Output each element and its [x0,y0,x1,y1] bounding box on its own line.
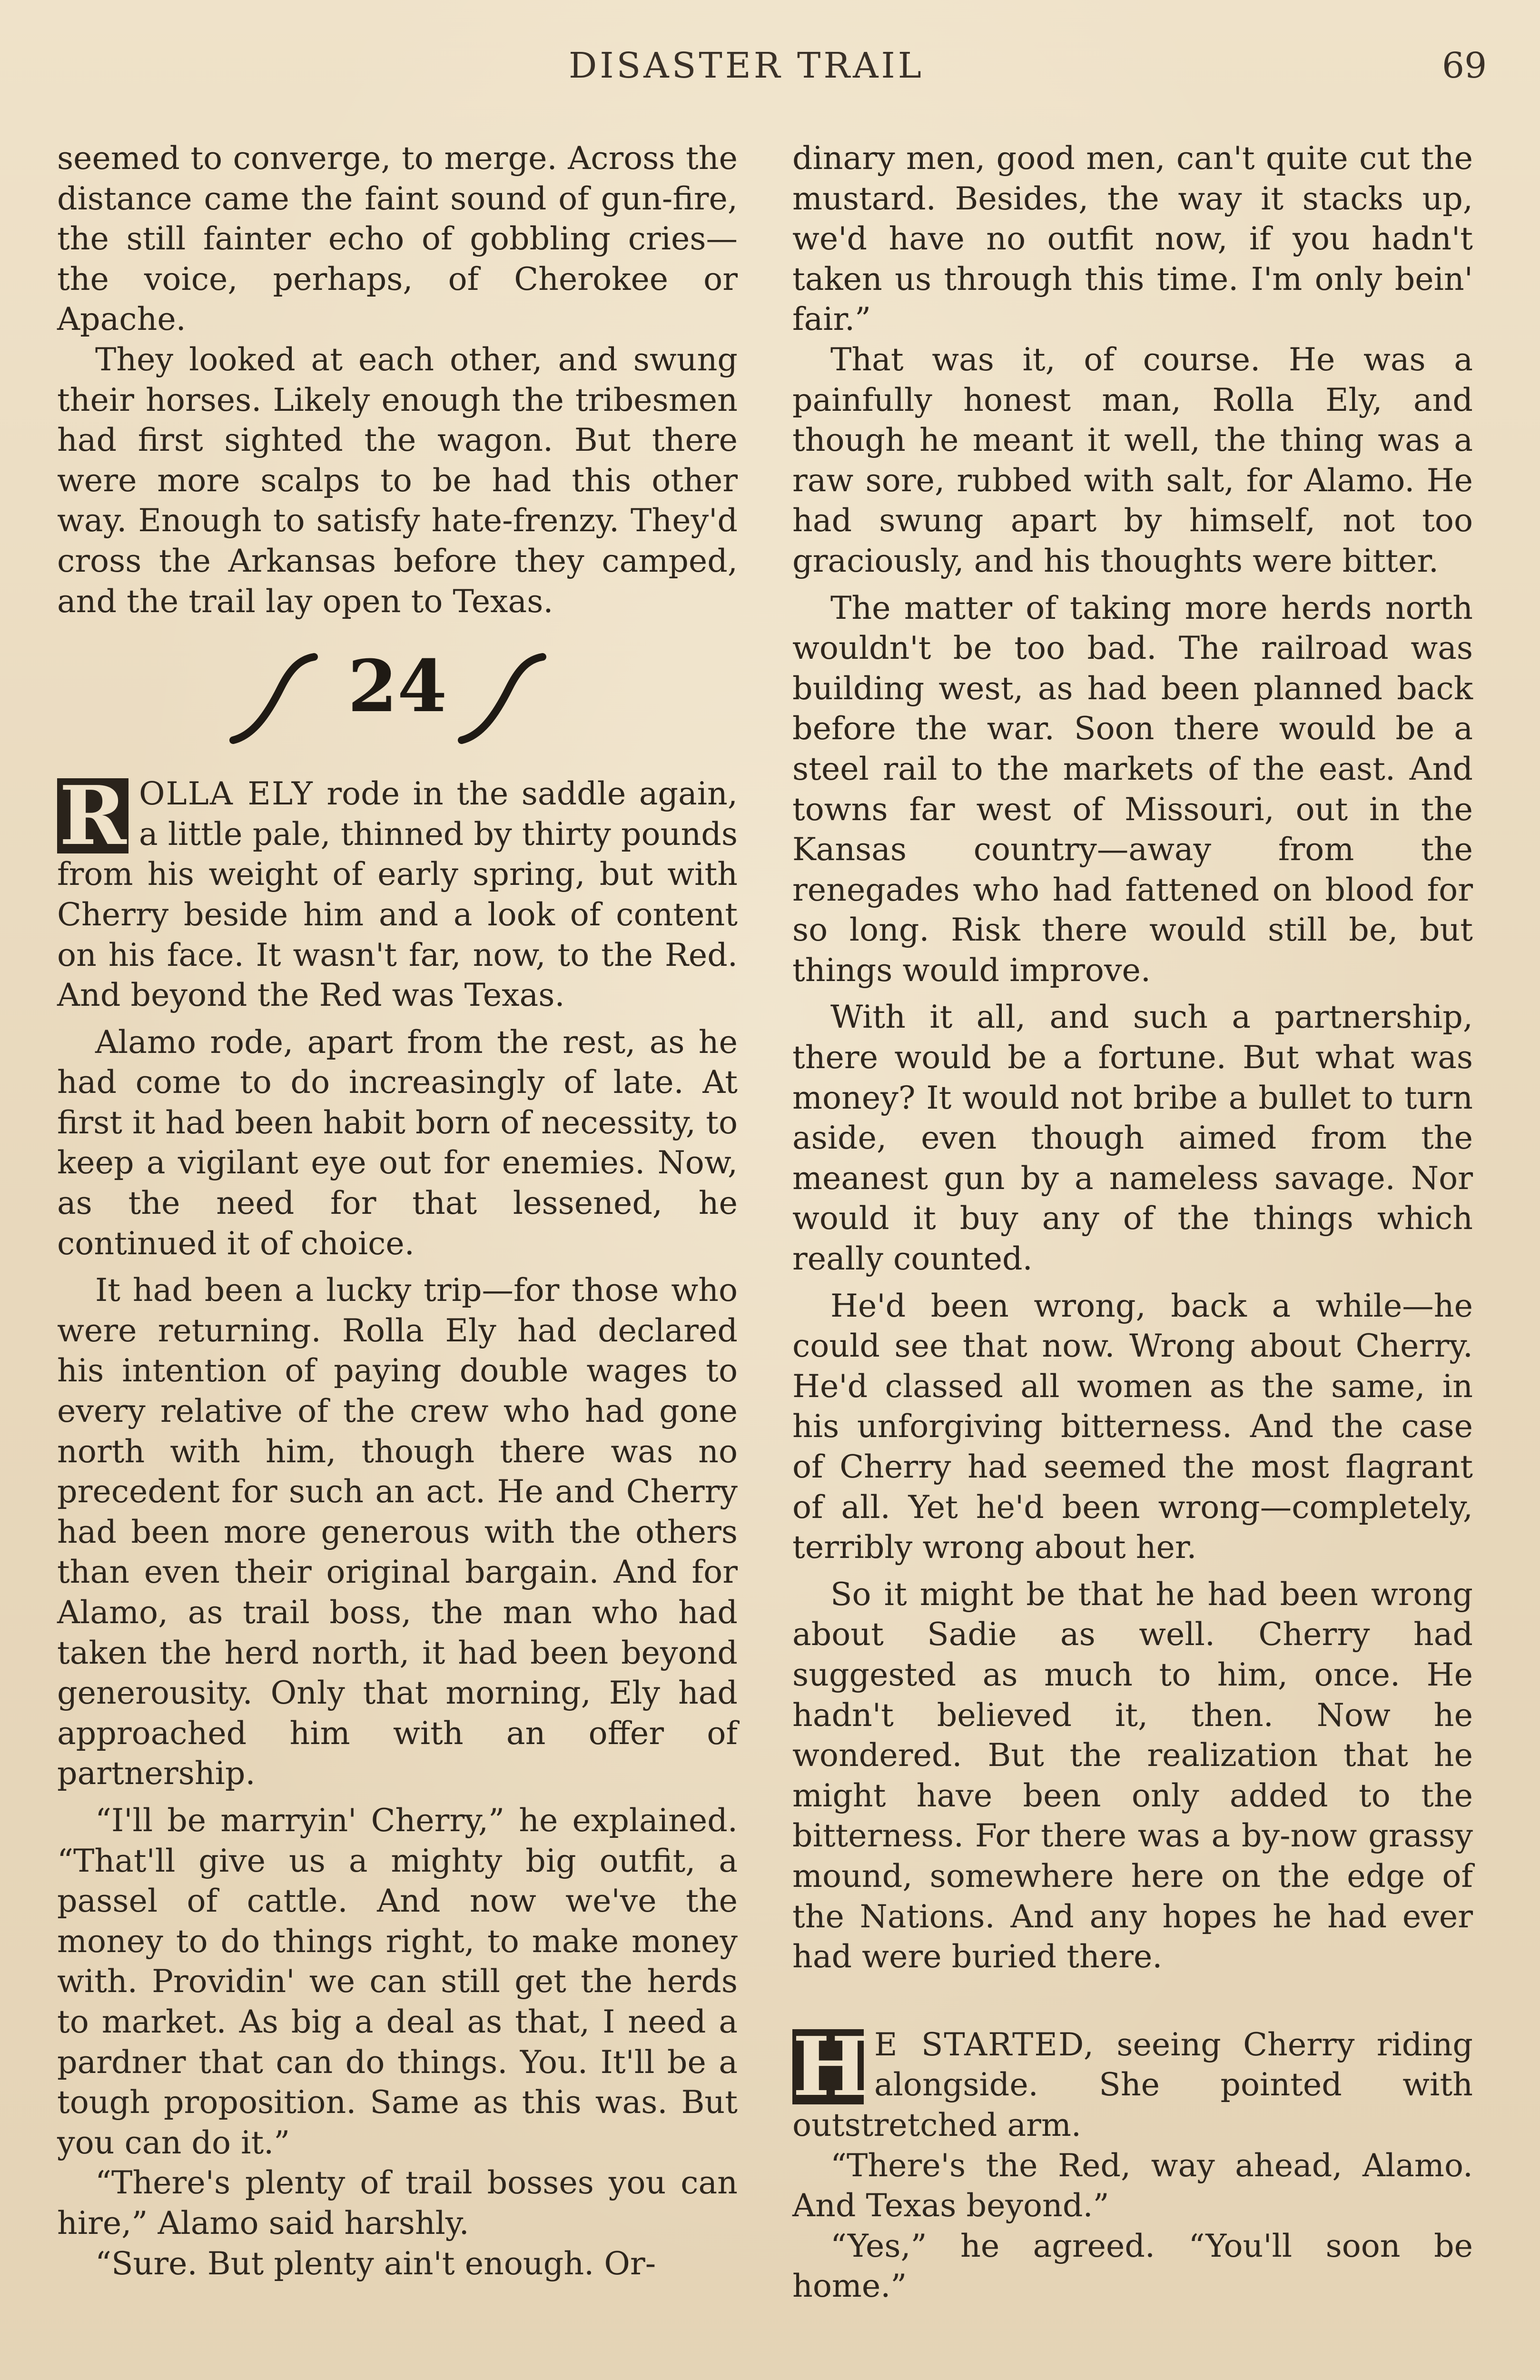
paragraph: With it all, and such a partnership, there would be a fortune. But what was money? It would not bribe a bullet to turn aside, even though aimed from the meanest gun by a nameless savage. Nor would it buy any of the things which really counted. [792,998,1473,1278]
paragraph: “There's plenty of trail bosses you can hire,” Alamo said harshly. [57,2164,738,2241]
paragraph: The matter of taking more herds north wouldn't be too bad. The railroad was building west, as had been planned back before the war. Soon there would be a steel rail to the markets of the east. And towns far west of Missouri, out in the Kansas country—away from the renegades who had fattened on blood for so long. Risk there would still be, but things would improve. [792,589,1473,989]
paragraph: “There's the Red, way ahead, Alamo. And Texas beyond.” [792,2146,1473,2224]
paragraph: “Sure. But plenty ain't enough. Or- [95,2244,656,2282]
page-header [0,45,1540,98]
paragraph-text: rode in the saddle again, a little pale, thinned by thirty pounds from his weight of early spring, but with Cherry beside him and a look of content on his face. It wasn't far, now, to the Red. And beyond the Red was Texas. [57,775,738,1014]
paragraph: Alamo rode, apart from the rest, as he had come to do increasingly of late. At first it had been habit born of necessity, to keep a vigilant eye out for enemies. Now, as the need for that lessened, he continued it of choice. [57,1023,738,1262]
paragraph-with-dropcap [57,768,738,1015]
paragraph: seemed to converge, to merge. Across the distance came the faint sound of gun-fire, the still fainter echo of gobbling cries—the voice, perhaps, of Cherokee or Apache. [57,139,738,338]
paragraph: They looked at each other, and swung their horses. Likely enough the tribesmen had first sighted the wagon. But there were more scalps to be had this other way. Enough to satisfy hate-frenzy. They'd cross the Arkansas before they camped, and the trail lay open to Texas. [57,340,738,620]
paragraph: “I'll be marryin' Cherry,” he explained. “That'll give us a mighty big outfit, a passel of cattle. And now we've the money to do things right, to make money with. Providin' we can still get the herds to market. As big a deal as that, I need a pardner that can do things. You. It'll be a tough proposition. Same as this was. But you can do it.” [57,1801,738,2161]
right-column [792,138,1473,2306]
paragraph-with-dropcap [792,2019,1473,2145]
paragraph: dinary men, good men, can't quite cut the mustard. Besides, the way it stacks up, we'd have no outfit now, if you hadn't taken us through this time. I'm only bein' fair.” [792,139,1473,338]
paragraph: “Yes,” he agreed. “You'll soon be home.” [792,2227,1473,2305]
dropcap-letter: R [57,778,128,853]
dropcap-letter: H [792,2019,869,2114]
running-title: DISASTER TRAIL [569,45,924,86]
paragraph-text: seeing Cherry riding alongside. She pointed with outstretched arm. [792,2025,1473,2143]
paragraph: So it might be that he had been wrong about Sadie as well. Cherry had suggested as much to him, once. He hadn't believed it, then. Now he wondered. But the realization that he might have been only added to the bitterness. For there was a by-now grassy mound, somewhere here on the edge of the Nations. And any hopes he had ever had were buried there. [792,1575,1473,1975]
dropcap-lead-text: OLLA ELY [139,775,314,813]
paragraph: That was it, of course. He was a painfully honest man, Rolla Ely, and though he meant it well, the thing was a raw sore, rubbed with salt, for Alamo. He had swung apart by himself, not too graciously, and his thoughts were bitter. [792,340,1473,579]
page-number: 69 [1442,45,1487,86]
chapter-heading [57,640,738,764]
paragraph: It had been a lucky trip—for those who were returning. Rolla Ely had declared his intention of paying double wages to every relative of the crew who had gone north with him, though there was no precedent for such an act. He and Cherry had been more generous with the others than even their original bargain. And for Alamo, as trail boss, the man who had taken the herd north, it had been beyond generousity. Only that morning, Ely had approached him with an offer of partnership. [57,1271,738,1792]
dropcap-lead-text: E STARTED, [874,2025,1095,2063]
left-column [57,138,738,2283]
paragraph: He'd been wrong, back a while—he could see that now. Wrong about Cherry. He'd classed all women as the same, in his unforgiving bitterness. And the case of Cherry had seemed the most flagrant of all. Yet he'd been wrong—completely, terribly wrong about her. [792,1287,1473,1566]
chapter-number: 24 [347,645,447,729]
